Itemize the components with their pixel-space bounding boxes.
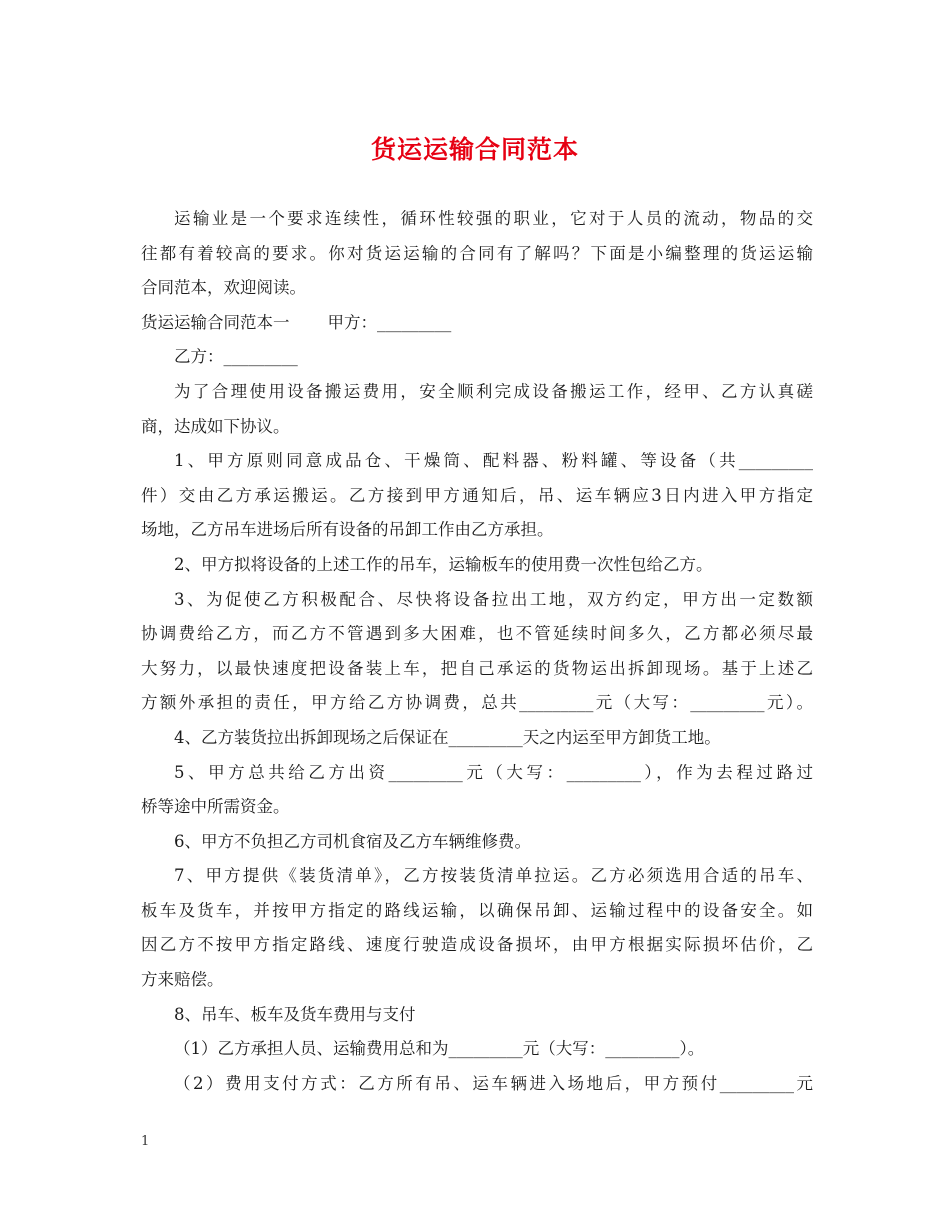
clause-2-line: 2、甲方拟将设备的上述工作的吊车，运输板车的使用费一次性包给乙方。 xyxy=(174,554,713,574)
party-a-field: 甲方：_________ xyxy=(327,312,452,332)
clause-3-line: 大努力，以最快速度把设备装上车，把自己承运的货物运出拆卸现场。基于上述乙 xyxy=(141,658,813,678)
paragraph-line: 合同范本，欢迎阅读。 xyxy=(141,278,306,298)
clause-7-line: 7、甲方提供《装货清单》，乙方按装货清单拉运。乙方必须选用合适的吊车、 xyxy=(174,866,813,886)
contract-heading-line xyxy=(141,306,813,341)
paragraph-line: 往都有着较高的要求。你对货运运输的合同有了解吗？下面是小编整理的货运运输 xyxy=(141,243,813,263)
clause-1-line: 场地，乙方吊车进场后所有设备的吊卸工作由乙方承担。 xyxy=(141,520,554,540)
clause-8-1-line: （1）乙方承担人员、运输费用总和为_________元（大写：_________）。 xyxy=(174,1039,705,1059)
paragraph-line: 为了合理使用设备搬运费用，安全顺利完成设备搬运工作，经甲、乙方认真磋 xyxy=(174,381,813,401)
clause-3-line: 协调费给乙方，而乙方不管遇到多大困难，也不管延续时间多久，乙方都必须尽最 xyxy=(141,624,813,644)
clause-5-line: 桥等途中所需资金。 xyxy=(141,797,290,817)
clause-6-line: 6、甲方不负担乙方司机食宿及乙方车辆维修费。 xyxy=(174,831,531,851)
clause-1-line: 件）交由乙方承运搬运。乙方接到甲方通知后，吊、运车辆应3日内进入甲方指定 xyxy=(141,485,813,505)
party-b-field: 乙方：_________ xyxy=(174,347,298,367)
clause-7-line: 方来赔偿。 xyxy=(141,970,224,990)
clause-1-line: 1、甲方原则同意成品仓、干燥筒、配料器、粉料罐、等设备（共_________ xyxy=(174,451,813,471)
document-body xyxy=(141,202,813,1101)
clause-3-line: 方额外承担的责任，甲方给乙方协调费，总共_________元（大写：_________元）。 xyxy=(141,693,813,713)
clause-8-2-line: （2）费用支付方式：乙方所有吊、运车辆进入场地后，甲方预付_________元 xyxy=(174,1073,813,1093)
paragraph-line: 运输业是一个要求连续性，循环性较强的职业，它对于人员的流动，物品的交 xyxy=(174,209,813,228)
clause-7-line: 因乙方不按甲方指定路线、速度行驶造成设备损坏，由甲方根据实际损坏估价，乙 xyxy=(141,935,813,955)
clause-4-line: 4、乙方装货拉出拆卸现场之后保证在_________天之内运至甲方卸货工地。 xyxy=(174,727,721,747)
page-number: 1 xyxy=(141,1134,150,1149)
clause-5-line: 5、甲方总共给乙方出资_________元（大写：_________），作为去程过路过 xyxy=(174,762,813,782)
clause-3-line: 3、为促使乙方积极配合、尽快将设备拉出工地，双方约定，甲方出一定数额 xyxy=(174,589,813,609)
clause-8-line: 8、吊车、板车及货车费用与支付 xyxy=(174,1004,416,1024)
contract-heading: 货运运输合同范本一 xyxy=(141,312,290,332)
document-title: 货运运输合同范本 xyxy=(370,135,579,164)
clause-7-line: 板车及货车，并按甲方指定的路线运输，以确保吊卸、运输过程中的设备安全。如 xyxy=(141,900,813,920)
paragraph-line: 商，达成如下协议。 xyxy=(141,416,290,436)
